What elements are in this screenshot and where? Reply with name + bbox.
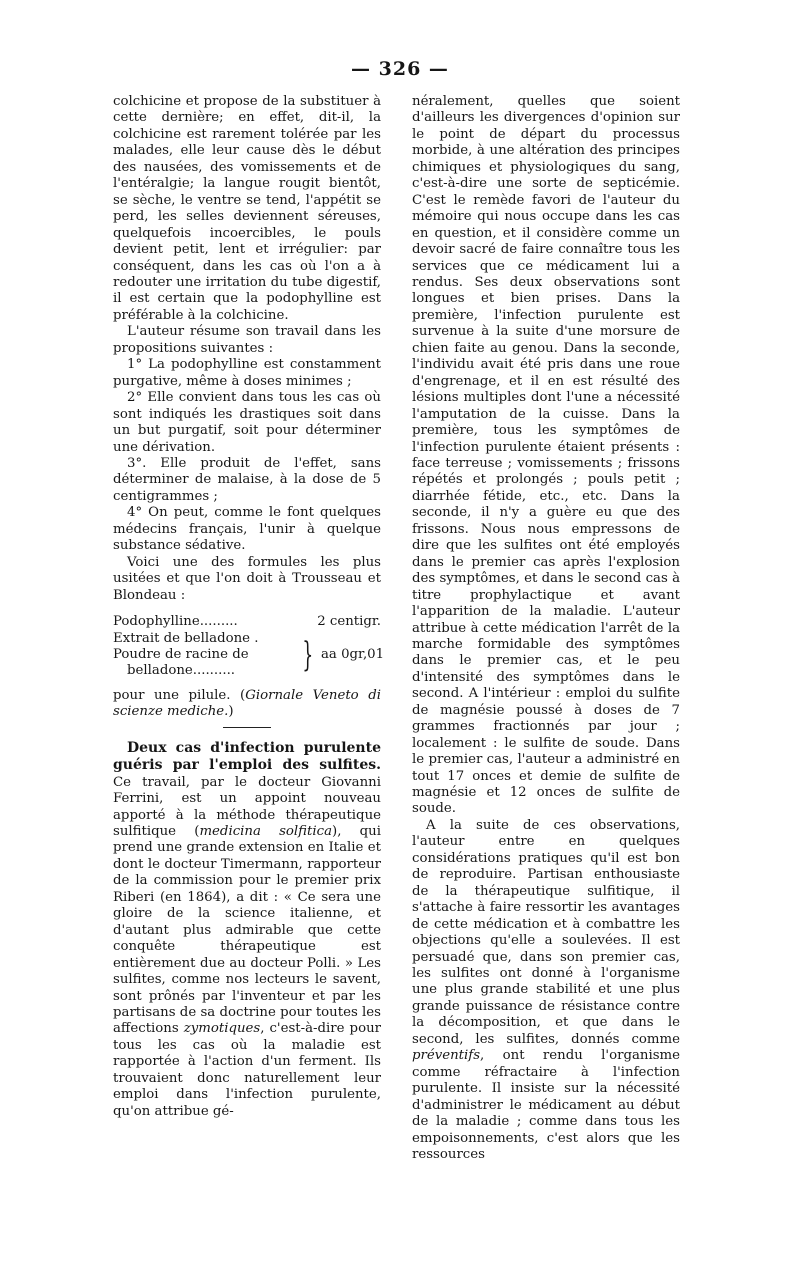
text: ) [228,704,234,720]
paragraph: Voici une des formules les plus usitées et que l'on doit à Trousseau et Blondeau : [113,554,381,603]
text: , ont rendu l'organisme comme réfractaire à l'infection purulente. Il insiste sur la nécessité d'administrer le médicament au début de la maladie ; comme dans tous les empoisonnements, c'est alors que les ressources [412,1048,680,1162]
text: Ce travail, par le docteur Giovanni Ferrini, est un appoint nouveau apporté à la méthode thérapeutique sulfitique ( [113,774,381,840]
formula-row [113,614,381,630]
proposition-2: 2° Elle convient dans tous les cas où sont indiqués les drastiques soit dans un but purgatif, soit pour déterminer une dérivation. [113,390,381,455]
formula-group [113,630,385,680]
italic-term: medicina solfitica [199,824,333,840]
section-divider [223,727,271,728]
proposition-4: 4° On peut, comme le font quelques médecins français, l'unir à quelque substance sédative. [113,505,381,554]
left-column [113,94,385,1120]
ingredient-quantity: aa 0gr,01 [321,646,385,662]
paragraph [113,688,381,721]
section-paragraph [113,740,381,1120]
paragraph: colchicine et propose de la substituer à cette dernière; en effet, dit-il, la colchicine est rarement tolérée par les malades, elle leur cause dès le début des nausées, des vomissements et de l'entéralgie; la langue rougit bientôt, se sèche, le ventre se tend, l'appétit se perd, les selles deviennent séreuses, quelquefois incoercibles, le pouls devient petit, lent et irrégulier: par conséquent, dans les cas où l'on a à redouter une irritation du tube digestif, il est certain que la podophylline est préférable à la colchicine. [113,94,381,323]
right-column [412,94,680,1163]
journal-citation: Giornale Veneto di scienze mediche. [113,687,381,720]
proposition-3: 3°. Elle produit de l'effet, sans déterminer de malaise, à la dose de 5 centigrammes ; [113,455,381,504]
text: A la suite de ces observations, l'auteur entre en quelques considérations pratiques qu'il est bon de reproduire. Partisan enthousiaste de la thérapeutique sulfitique, il s'attache à faire ressortir les avantages de cette médication et à combattre les objections qu'elle a soulevées. Il est persuadé que, dans son premier cas, les sulfites ont donné à l'organisme une plus grande stabilité et une plus grande puissance de résistance contre la décomposition, et que dans le second, les sulfites, donnés comme [412,817,680,1047]
section-title: Deux cas d'infection purulente guéris par l'emploi des sulfites. [113,739,381,774]
pill-formula [113,614,385,680]
italic-term: zymotiques [183,1021,261,1037]
ingredient-name: Extrait de belladone . [113,630,259,646]
proposition-1: 1° La podophylline est constamment purgative, même à doses minimes ; [113,357,381,389]
brace-glyph: } [302,635,314,676]
ingredient-name: Podophylline......... [113,614,238,630]
ingredient-name: belladone.......... [127,663,236,679]
ingredient-quantity: 2 centigr. [317,614,381,630]
paragraph [412,818,680,1164]
text: ), qui prend une grande extension en Italie et dont le docteur Timermann, rapporteur de la commission pour le premier prix Riberi (en 1864), a dit : « Ce sera une gloire de la science italienne, et d'autant plus admirable que cette conquête thérapeutique est entièrement due au docteur Polli. » Les sulfites, comme nos lecteurs le savent, sont prônés par l'inventeur et par les partisans de sa doctrine pour toutes les affections [113,824,381,1037]
text: , c'est-à-dire pour tous les cas où la maladie est rapportée à l'action d'un ferment. Ils trouvaient donc naturellement leur emploi dans l'infection purulente, qu'on attribue gé- [113,1021,381,1119]
italic-term: préventifs [412,1048,481,1064]
ingredient-names [113,631,295,680]
paragraph: néralement, quelles que soient d'ailleurs les divergences d'opinion sur le point de départ du processus morbide, à une altération des principes chimiques et physiologiques du sang, c'est-à-dire une sorte de septicémie. C'est le remède favori de l'auteur du mémoire qui nous occupe dans les cas en question, et il considère comme un devoir sacré de faire connaître tous les services que ce médicament lui a rendus. Ses deux observations sont longues et bien prises. Dans la première, l'infection purulente est survenue à la suite d'une morsure de chien faite au genou. Dans la seconde, l'individu avait été pris dans une roue d'engrenage, et il en est résulté des lésions multiples dont l'une a nécessité l'amputation de la cuisse. Dans la première, tous les symptômes de l'infection purulente étaient présents : face terreuse ; vomissements ; frissons répétés et prolongés ; pouls petit ; diarrhée fétide, etc., etc. Dans la seconde, il n'y a guère eu que des frissons. Nous nous empressons de dire que les sulfites ont été employés dans le premier cas après l'explosion des symptômes, et dans le second cas à titre prophylactique et avant l'apparition de la maladie. L'auteur attribue à cette médication l'arrêt de la marche formidable des symptômes dans le premier cas, et le peu d'intensité des symptômes dans le second. A l'intérieur : emploi du sulfite de magnésie poussé à doses de 7 grammes fractionnés par jour ; localement : le sulfite de soude. Dans le premier cas, l'auteur a administré en tout 17 onces et demie de sulfite de magnésie et 12 onces de sulfite de soude. [412,94,680,817]
page-number: — 326 — [351,58,449,80]
text: pour une pilule. ( [113,687,246,703]
paragraph: L'auteur résume son travail dans les propositions suivantes : [113,324,381,356]
ingredient-name: Poudre de racine de [113,646,249,662]
